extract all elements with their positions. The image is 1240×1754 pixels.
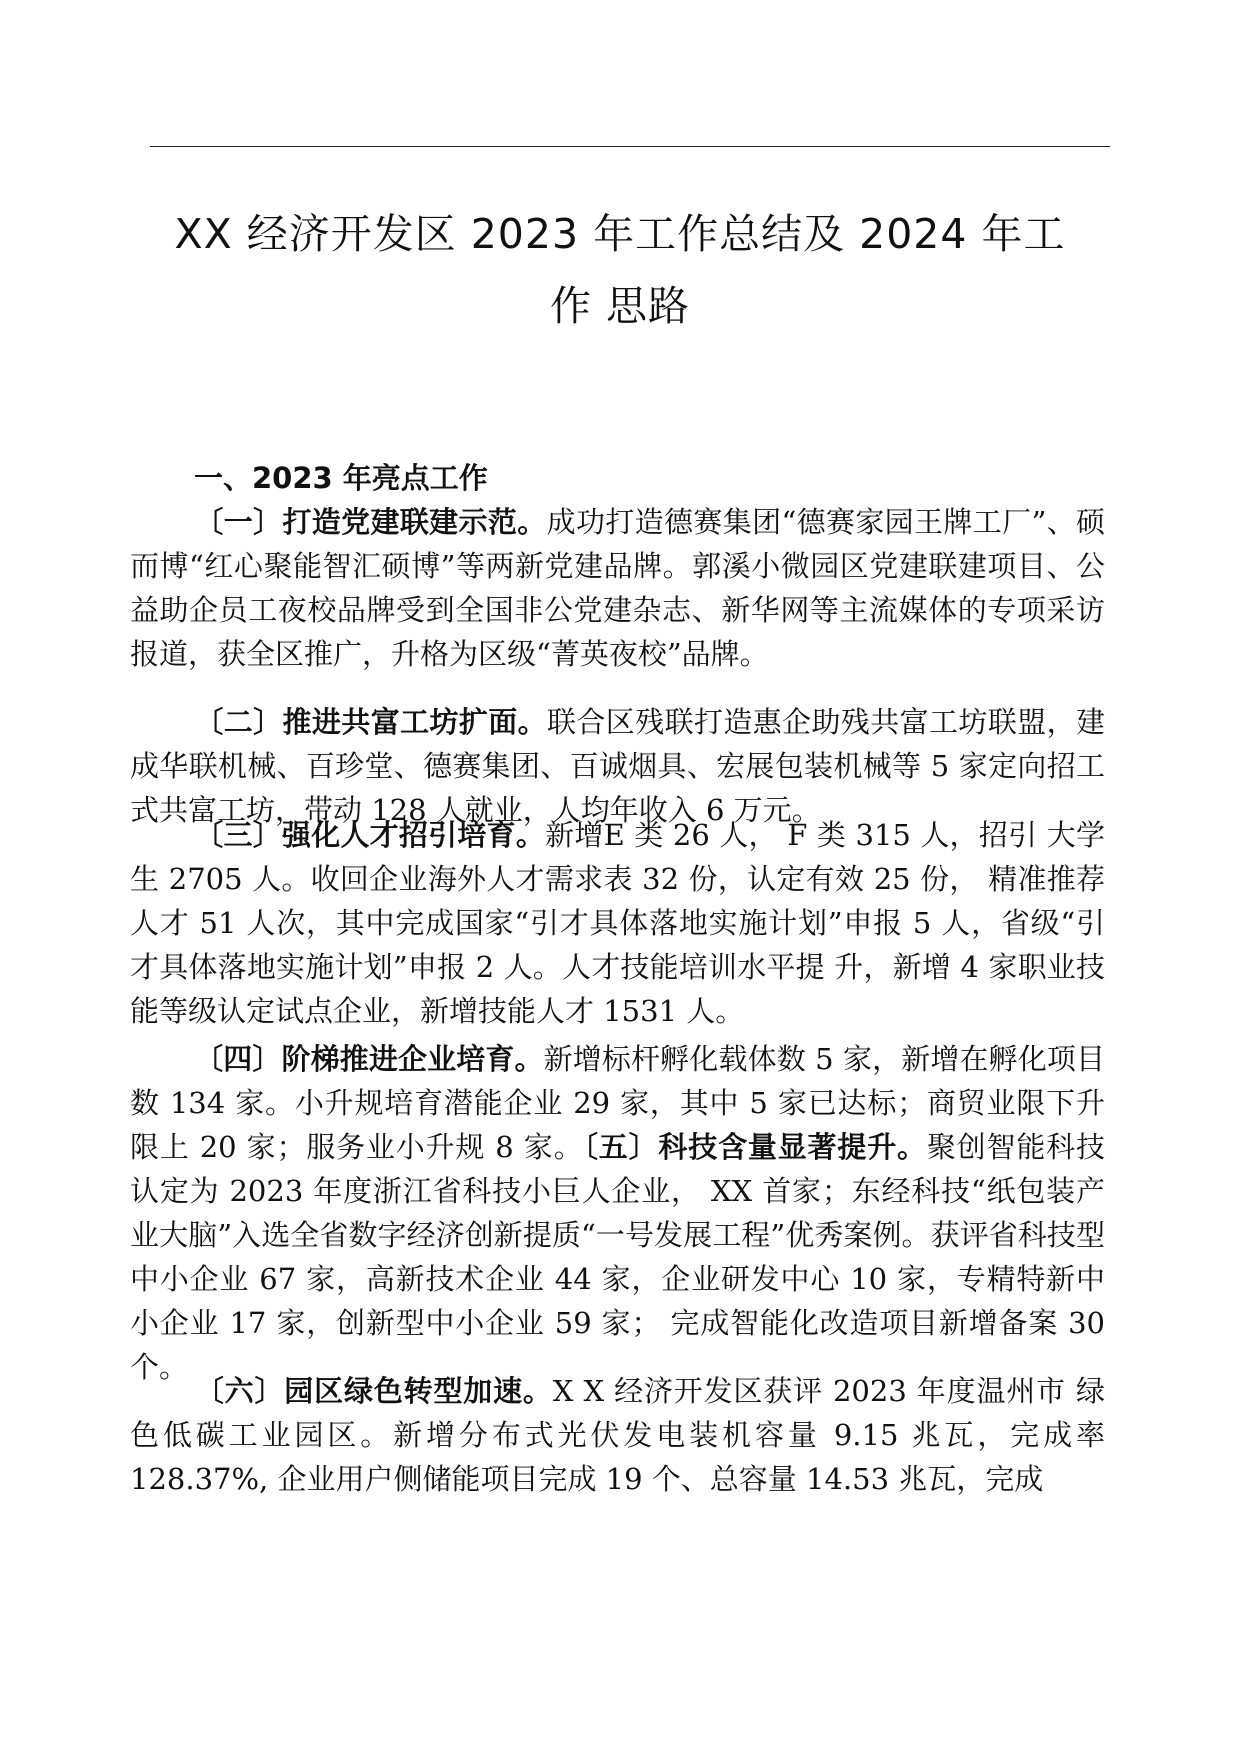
paragraph-1-lead: 〔一〕打造党建联建示范。 (194, 505, 547, 539)
paragraph-4-text: 新增标杆孵化载体数 5 家，新增在孵化项目数 134 家。小升规培育潜能企业 29 家，其中 5 家已达标；商贸业限下升限上 20 家；服务业小升规 8 家。 (130, 1042, 1105, 1164)
document-title-line-1: XX 经济开发区 2023 年工作总结及 2024 年工 (174, 210, 1066, 258)
paragraph-1-text: 成功打造德赛集团“德赛家园王牌工厂”、硕而博“红心聚能智汇硕博”等两新党建品牌。郭溪小微园区党建联建项目、公益助企员工夜校品牌受到全国非公党建杂志、新华网等主流媒体的专项采访报道，获全区推广，升格为区级“菁英夜校”品牌。 (130, 505, 1105, 671)
header-rule (150, 146, 1110, 147)
paragraph-3 (130, 813, 1105, 1033)
paragraph-6-lead: 〔六〕园区绿色转型加速。 (194, 1374, 553, 1408)
paragraph-4-lead: 〔四〕阶梯推进企业培育。 (194, 1042, 544, 1076)
paragraph-2-text: 联合区残联打造惠企助残共富工坊联盟，建成华联机械、百珍堂、德赛集团、百诚烟具、宏展包装机械等 5 家定向招工式共富工坊，带动 128 人就业，人均年收入 6 万元。 (130, 705, 1105, 827)
paragraph-2-lead: 〔二〕推进共富工坊扩面。 (194, 705, 548, 739)
paragraph-6 (130, 1369, 1105, 1501)
paragraph-5-text: 聚创智能科技认定为 2023 年度浙江省科技小巨人企业， XX 首家；东经科技“纸包装产业大脑”入选全省数字经济创新提质“一号发展工程”优秀案例。获评省科技型中小企业 67 家，高新技术企业 44 家，企业研发中心 10 家，专精特新中小企业 17 家，创新型中小企业 59 家； 完成智能化改造项目新增备案 30 个。 (130, 1130, 1105, 1384)
paragraph-4 (130, 1037, 1105, 1389)
section-heading: 一、2023 年亮点工作 (194, 461, 488, 495)
paragraph-5-lead: 〔五〕科技含量显著提升。 (583, 1130, 927, 1164)
paragraph-6-text: X X 经济开发区获评 2023 年度温州市 绿色低碳工业园区。新增分布式光伏发电装机容量 9.15 兆瓦，完成率 128.37%, 企业用户侧储能项目完成 19 个、总容量 14.53 兆瓦，完成 (130, 1374, 1105, 1496)
paragraph-3-lead: 〔三〕强化人才招引培育。 (194, 818, 546, 852)
document-title (120, 198, 1120, 342)
paragraph-3-text: 新增E 类 26 人， F 类 315 人，招引 大学生 2705 人。收回企业海外人才需求表 32 份，认定有效 25 份， 精准推荐人才 51 人次，其中完成国家“引才具体落地实施计划”申报 5 人，省级“引才具体落地实施计划”申报 2 人。人才技能培训水平提 升，新增 4 家职业技能等级认定试点企业，新增技能人才 1531 人。 (130, 818, 1105, 1028)
paragraph-1 (130, 500, 1105, 676)
document-title-line-2: 作 思路 (549, 282, 691, 330)
